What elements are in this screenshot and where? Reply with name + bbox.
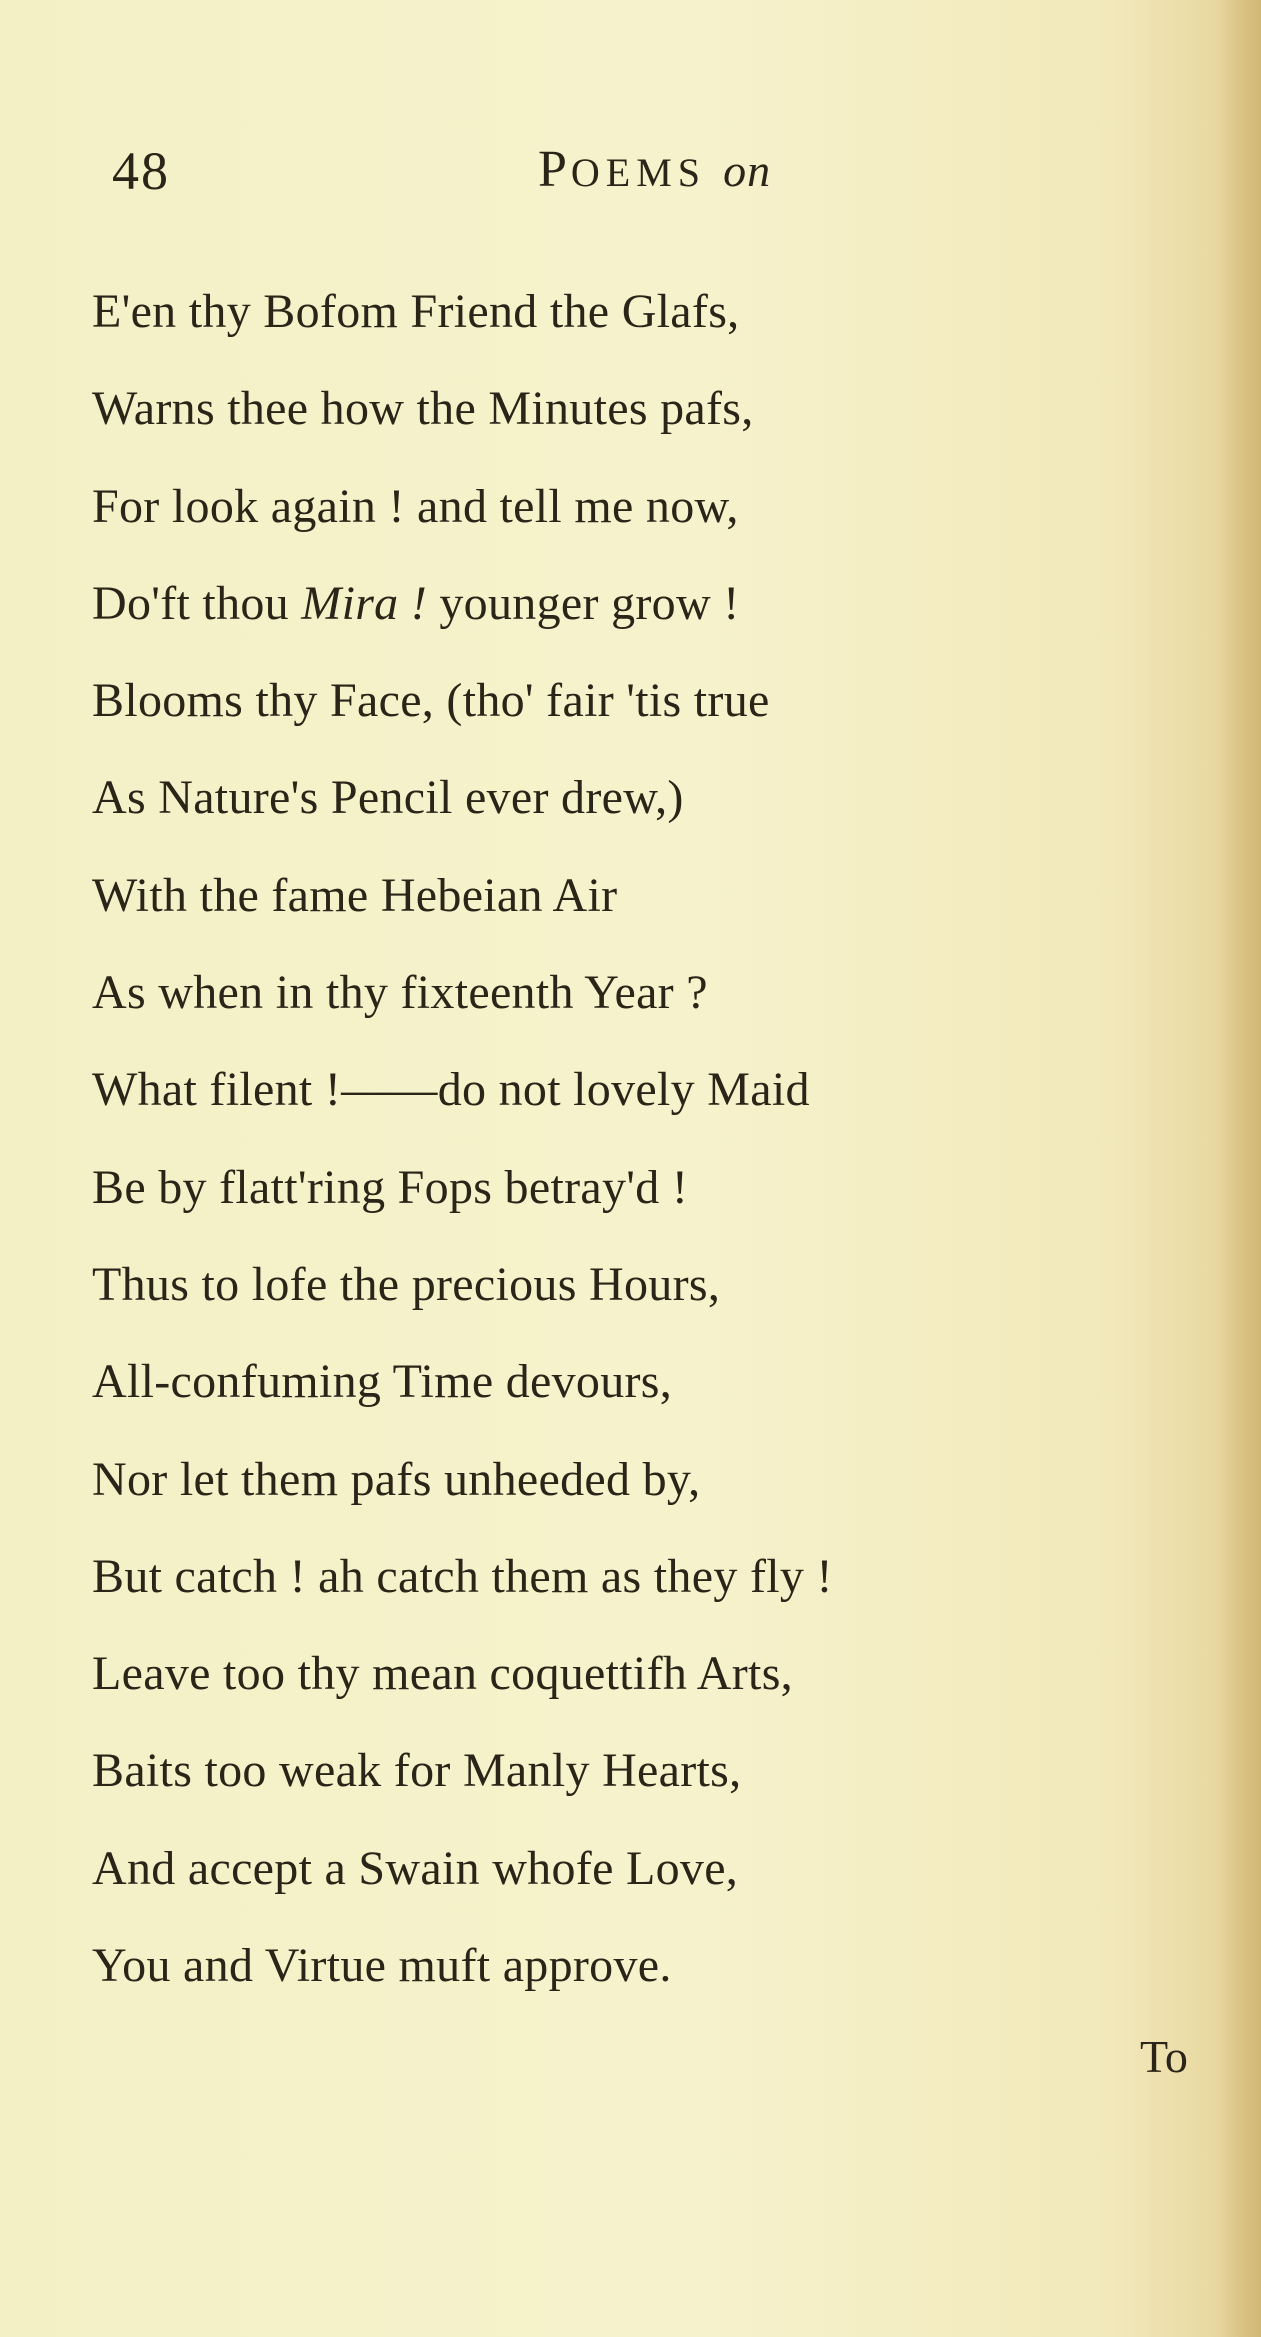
poem-line — [92, 564, 1172, 661]
poem-line: With the fame Hebeian Air — [92, 868, 618, 922]
page-header — [0, 140, 1261, 220]
page-edge-shadow — [1221, 0, 1261, 2337]
poem-line: E'en thy Bofom Friend the Glafs, — [92, 285, 740, 338]
poem-line-segment: Do'ft thou — [92, 576, 302, 630]
poem-line: Thus to lofe the precious Hours, — [92, 1257, 721, 1311]
poem-line: As Nature's Pencil ever drew,) — [92, 771, 684, 825]
poem-line: Warns thee how the Minutes pafs, — [92, 382, 754, 436]
poem-line: Nor let them pafs unheeded by, — [92, 1452, 701, 1506]
poem-line: You and Virtue muft approve. — [92, 1939, 672, 1993]
poem-line: And accept a Swain whofe Love, — [92, 1841, 739, 1895]
poem-line: Blooms thy Face, (tho' fair 'tis true — [92, 674, 770, 728]
poem-line: Be by flatt'ring Fops betray'd ! — [92, 1160, 689, 1214]
poem-line-segment: younger grow ! — [427, 576, 740, 630]
poem-line: But catch ! ah catch them as they fly ! — [92, 1549, 833, 1603]
poem-line-italic-name: Mira ! — [301, 576, 428, 630]
running-head-rest: OEMS — [570, 150, 707, 195]
running-head-italic: on — [723, 145, 772, 196]
poem-line: As when in thy fixteenth Year ? — [92, 966, 708, 1020]
running-head-initial: P — [538, 141, 571, 198]
poem-line: Leave too thy mean coquettifh Arts, — [92, 1647, 793, 1701]
poem-body — [92, 272, 1172, 2023]
page-number: 48 — [112, 141, 170, 201]
poem-line: What filent !——do not lovely Maid — [92, 1063, 810, 1117]
poem-line: For look again ! and tell me now, — [92, 479, 739, 533]
poem-line: Baits too weak for Manly Hearts, — [92, 1744, 742, 1798]
poem-line: All-confuming Time devours, — [92, 1355, 673, 1409]
catchword: To — [1140, 2031, 1188, 2082]
running-head — [538, 140, 771, 199]
